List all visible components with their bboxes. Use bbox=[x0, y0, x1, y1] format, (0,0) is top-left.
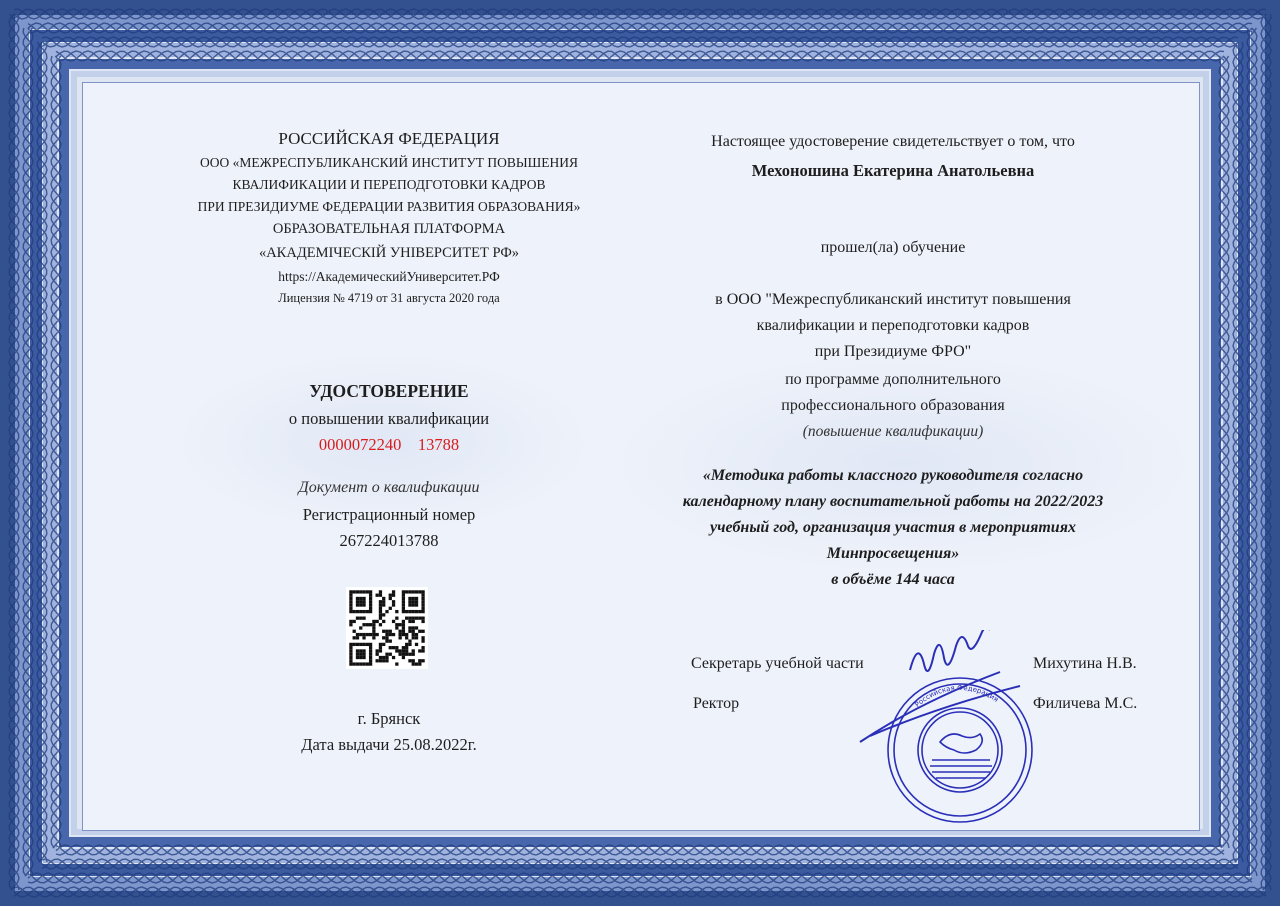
institution-line-2: квалификации и переподготовки кадров bbox=[756, 317, 1030, 334]
program-line-1: по программе дополнительного bbox=[785, 371, 1001, 388]
official-stamp-and-signature bbox=[840, 630, 1040, 830]
org-line-1: ООО «МЕЖРЕСПУБЛИКАНСКИЙ ИНСТИТУТ ПОВЫШЕНИЯ bbox=[199, 155, 579, 170]
secretary-label: Секретарь учебной части bbox=[691, 655, 864, 672]
registration-label: Регистрационный номер bbox=[302, 505, 476, 524]
rector-name: Филичева М.С. bbox=[1033, 695, 1138, 712]
serial-number-main: 0000072240 bbox=[318, 435, 402, 454]
recipient-name: Мехоношина Екатерина Анатольевна bbox=[751, 161, 1035, 180]
license-line: Лицензия № 4719 от 31 августа 2020 года bbox=[278, 291, 500, 305]
course-hours: в объёме 144 часа bbox=[831, 571, 955, 588]
institution-line-3: при Президиуме ФРО" bbox=[814, 343, 972, 360]
document-subtitle: о повышении квалификации bbox=[288, 409, 490, 428]
course-line-1: «Методика работы классного руководителя согласно bbox=[702, 467, 1084, 484]
platform-line-1: ОБРАЗОВАТЕЛЬНАЯ ПЛАТФОРМА bbox=[272, 221, 506, 237]
course-line-2: календарному плану воспитательной работы на 2022/2023 bbox=[682, 493, 1104, 510]
org-line-2: КВАЛИФИКАЦИИ И ПЕРЕПОДГОТОВКИ КАДРОВ bbox=[232, 177, 546, 192]
org-line-3: ПРИ ПРЕЗИДИУМЕ ФЕДЕРАЦИИ РАЗВИТИЯ ОБРАЗОВАНИЯ» bbox=[197, 199, 581, 214]
document-title: УДОСТОВЕРЕНИЕ bbox=[309, 381, 469, 401]
serial-number-suffix: 13788 bbox=[417, 435, 460, 454]
serial-number bbox=[319, 435, 459, 455]
stamp-text: Российская Федерация bbox=[913, 683, 1000, 710]
completed-training: прошел(ла) обучение bbox=[820, 239, 966, 256]
issue-date: Дата выдачи 25.08.2022г. bbox=[301, 735, 477, 754]
platform-line-2: «АКАДЕМIЧЕСКIЙ УНIВЕРСИТЕТ РФ» bbox=[258, 245, 520, 261]
secretary-name: Михутина Н.В. bbox=[1033, 655, 1137, 672]
course-line-3: учебный год, организация участия в мероприятиях bbox=[710, 519, 1076, 536]
qualification-document-label: Документ о квалификации bbox=[298, 479, 480, 496]
qr-code bbox=[346, 587, 428, 669]
city: г. Брянск bbox=[357, 709, 421, 728]
intro-text: Настоящее удостоверение свидетельствует о том, что bbox=[711, 133, 1075, 150]
rector-label: Ректор bbox=[693, 695, 740, 712]
course-line-4: Минпросвещения» bbox=[826, 545, 960, 562]
institution-line-1: в ООО "Межреспубликанский институт повышения bbox=[715, 291, 1071, 308]
country-heading: РОССИЙСКАЯ ФЕДЕРАЦИЯ bbox=[278, 129, 500, 148]
registration-number: 267224013788 bbox=[339, 531, 439, 550]
platform-url: https://АкадемическийУниверситет.РФ bbox=[278, 269, 500, 284]
program-line-2: профессионального образования bbox=[781, 397, 1005, 414]
program-type: (повышение квалификации) bbox=[802, 423, 984, 440]
